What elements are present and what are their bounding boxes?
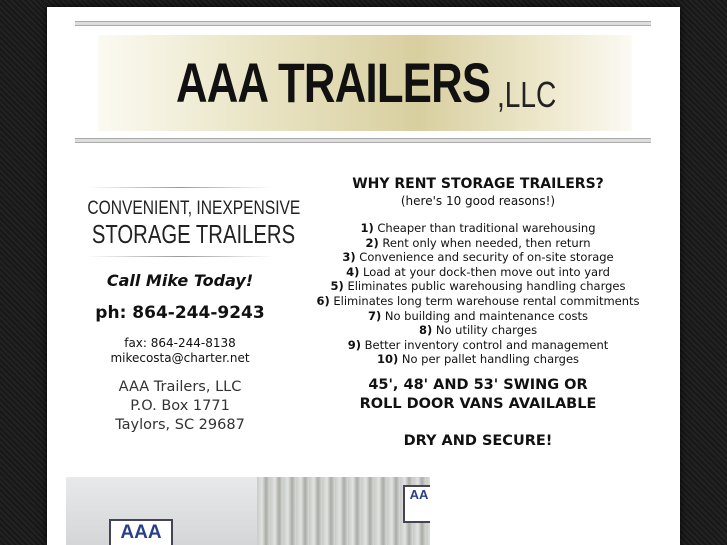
contact-column [67, 187, 301, 435]
list-item [309, 352, 647, 367]
email-link[interactable]: mikecosta@charter.net [110, 351, 250, 365]
list-item [309, 294, 647, 309]
list-item [309, 309, 647, 324]
reason-text: Eliminates public warehousing handling charges [347, 279, 626, 294]
tagline-top-rule [87, 187, 273, 188]
page [47, 7, 680, 545]
reason-text: No utility charges [435, 323, 538, 338]
phone-number: ph: 864-244-9243 [95, 303, 265, 323]
vans-line-1: 45', 48' AND 53' SWING OR [368, 376, 588, 393]
reason-number: 6) [316, 293, 330, 308]
reason-number: 10) [376, 352, 399, 367]
trailer-sign: AA [403, 485, 430, 523]
trailer-sign: AAA [109, 519, 173, 545]
list-item [309, 250, 647, 265]
reason-number: 8) [418, 323, 433, 338]
reason-number: 5) [330, 279, 344, 294]
trailer-photo-1 [66, 477, 257, 545]
logo-banner [98, 35, 632, 131]
tagline-bottom-rule [87, 256, 273, 257]
reasons-list [309, 221, 647, 367]
reason-text: No building and maintenance costs [384, 308, 589, 323]
address-line: P.O. Box 1771 [130, 398, 230, 414]
reason-text: Load at your dock-then move out into yard [363, 264, 610, 279]
reason-text: Eliminates long term warehouse rental commitments [333, 293, 640, 308]
call-to-action: Call Mike Today! [106, 271, 254, 290]
list-item [309, 338, 647, 353]
reason-text: Rent only when needed, then return [382, 235, 591, 250]
vans-available [309, 376, 647, 414]
list-item [309, 323, 647, 338]
reasons-subheading: (here's 10 good reasons!) [400, 194, 556, 208]
reason-text: No per pallet handling charges [401, 352, 580, 367]
reason-number: 9) [347, 337, 361, 352]
reason-number: 4) [346, 264, 360, 279]
tagline-line-1: CONVENIENT, INEXPENSIVE [87, 198, 301, 219]
list-item [309, 265, 647, 280]
address-line: Taylors, SC 29687 [115, 417, 245, 433]
reasons-heading: WHY RENT STORAGE TRAILERS? [352, 176, 604, 192]
reason-number: 3) [342, 250, 356, 265]
list-item [309, 279, 647, 294]
reason-text: Convenience and security of on-site storage [359, 250, 614, 265]
list-item [309, 221, 647, 236]
reason-text: Cheaper than traditional warehousing [377, 221, 596, 235]
header-top-rule [75, 21, 651, 26]
logo-name: AAA TRAILERS [176, 51, 491, 114]
list-item [309, 236, 647, 251]
mailing-address [67, 378, 293, 435]
logo-suffix: ,LLC [497, 74, 557, 115]
reason-number: 7) [367, 308, 382, 323]
tagline-line-2: STORAGE TRAILERS [91, 219, 296, 249]
reasons-column [309, 175, 647, 449]
reason-text: Better inventory control and management [364, 337, 609, 352]
fax-number: fax: 864-244-8138 [124, 336, 236, 350]
reason-number: 2) [365, 235, 379, 250]
address-line: AAA Trailers, LLC [118, 379, 242, 395]
vans-line-2: ROLL DOOR VANS AVAILABLE [359, 395, 597, 412]
dry-secure-text: DRY AND SECURE! [403, 432, 553, 449]
trailer-photo-2 [257, 477, 430, 545]
reason-number: 1) [360, 221, 374, 235]
header-bottom-rule [75, 138, 651, 143]
